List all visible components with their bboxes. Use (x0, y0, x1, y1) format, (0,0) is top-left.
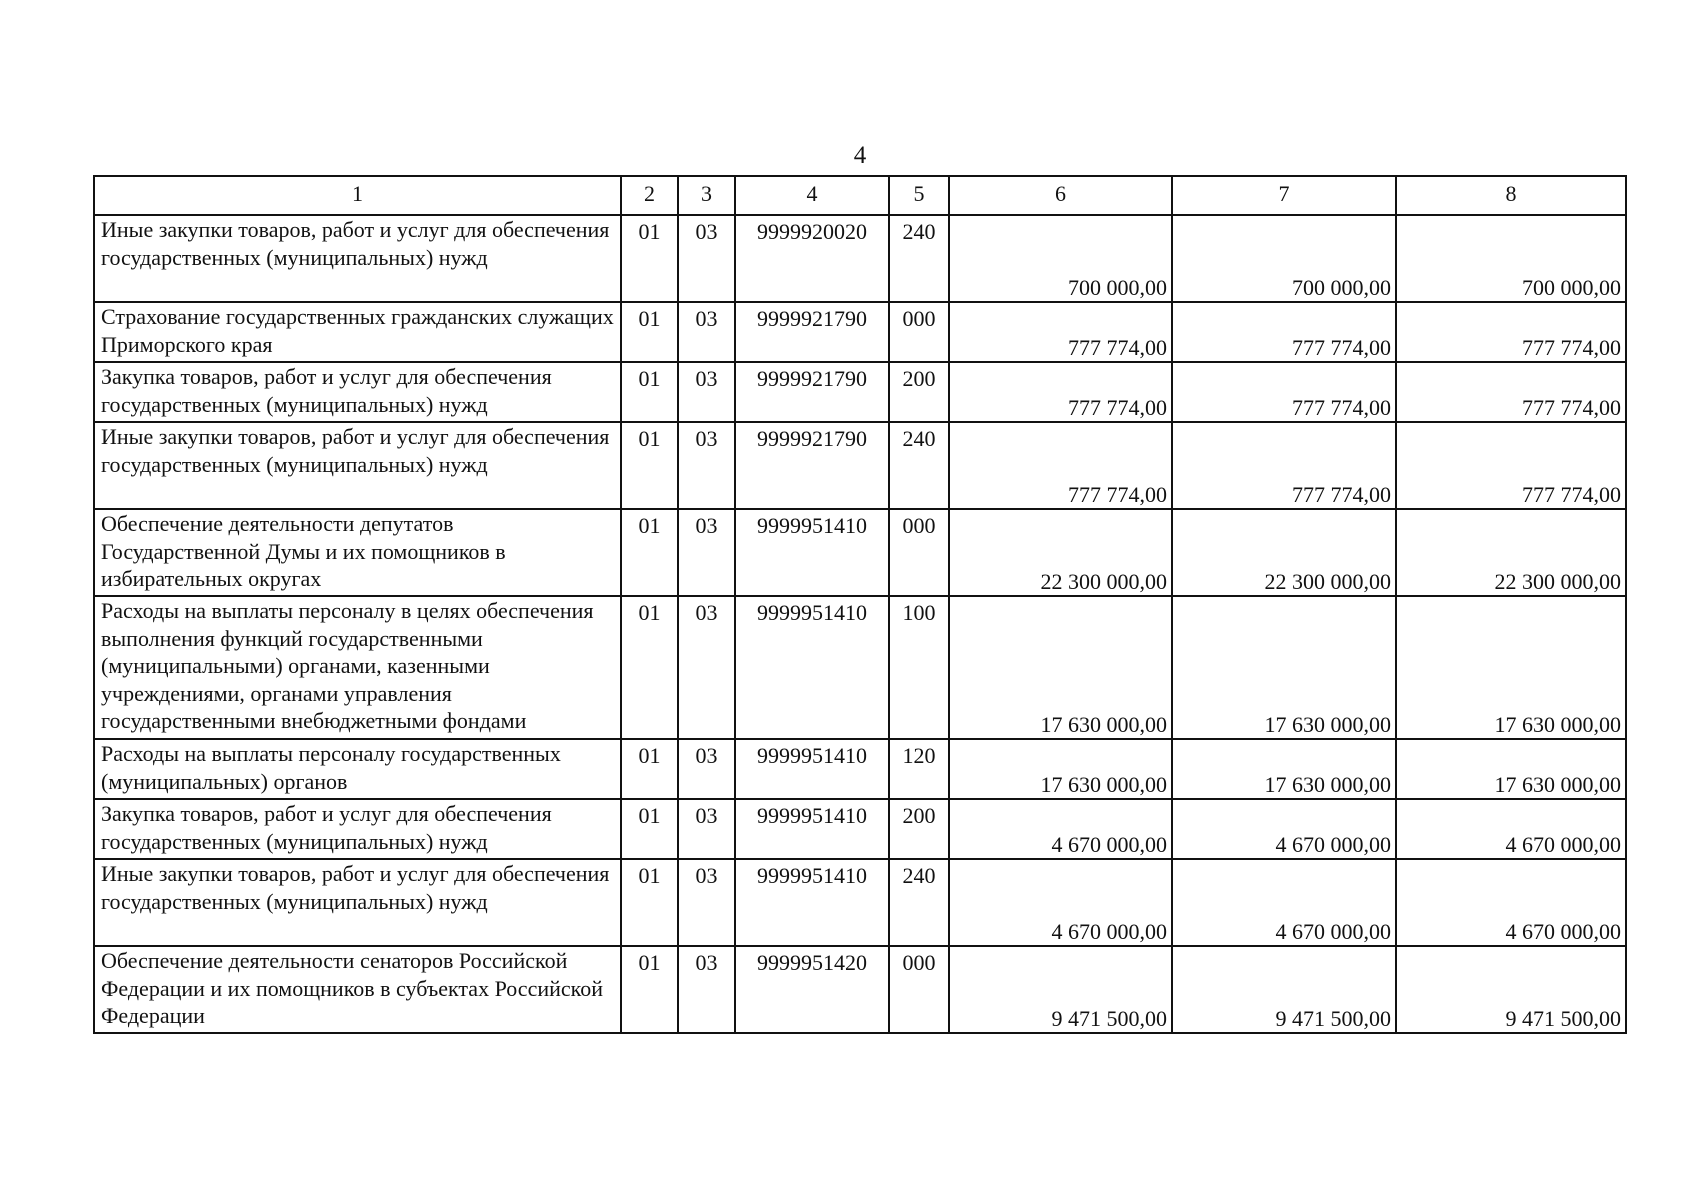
row-section: 01 (621, 739, 678, 799)
row-amount-col6: 777 774,00 (949, 362, 1172, 422)
column-header: 1 (94, 176, 621, 215)
row-expense-type: 240 (889, 422, 949, 509)
row-amount-col6: 4 670 000,00 (949, 799, 1172, 859)
row-name: Закупка товаров, работ и услуг для обеспечения государственных (муниципальных) нужд (94, 362, 621, 422)
row-subsection: 03 (678, 422, 735, 509)
row-amount-col8: 777 774,00 (1396, 362, 1626, 422)
row-subsection: 03 (678, 509, 735, 596)
column-header: 2 (621, 176, 678, 215)
column-header: 8 (1396, 176, 1626, 215)
page-number: 4 (853, 142, 867, 169)
table-row (94, 215, 1626, 302)
row-name: Закупка товаров, работ и услуг для обеспечения государственных (муниципальных) нужд (94, 799, 621, 859)
column-header: 4 (735, 176, 889, 215)
table-row (94, 422, 1626, 509)
column-header: 5 (889, 176, 949, 215)
row-target-article: 9999951410 (735, 859, 889, 946)
row-expense-type: 200 (889, 799, 949, 859)
row-name: Расходы на выплаты персоналу государственных (муниципальных) органов (94, 739, 621, 799)
row-expense-type: 000 (889, 302, 949, 362)
table-row (94, 859, 1626, 946)
row-section: 01 (621, 946, 678, 1033)
row-amount-col7: 777 774,00 (1172, 362, 1396, 422)
row-name: Обеспечение деятельности сенаторов Российской Федерации и их помощников в субъектах Российской Федерации (94, 946, 621, 1033)
row-section: 01 (621, 799, 678, 859)
row-amount-col8: 9 471 500,00 (1396, 946, 1626, 1033)
row-amount-col8: 22 300 000,00 (1396, 509, 1626, 596)
row-amount-col7: 22 300 000,00 (1172, 509, 1396, 596)
row-target-article: 9999951410 (735, 799, 889, 859)
row-section: 01 (621, 509, 678, 596)
row-expense-type: 240 (889, 859, 949, 946)
row-amount-col7: 17 630 000,00 (1172, 739, 1396, 799)
column-header: 6 (949, 176, 1172, 215)
table-row (94, 302, 1626, 362)
table-row (94, 946, 1626, 1033)
row-target-article: 9999951410 (735, 739, 889, 799)
row-section: 01 (621, 422, 678, 509)
row-section: 01 (621, 362, 678, 422)
row-target-article: 9999920020 (735, 215, 889, 302)
row-amount-col7: 9 471 500,00 (1172, 946, 1396, 1033)
row-subsection: 03 (678, 362, 735, 422)
row-amount-col7: 4 670 000,00 (1172, 859, 1396, 946)
row-amount-col8: 17 630 000,00 (1396, 739, 1626, 799)
table-header-row (94, 176, 1626, 215)
row-amount-col6: 22 300 000,00 (949, 509, 1172, 596)
row-name: Иные закупки товаров, работ и услуг для обеспечения государственных (муниципальных) нужд (94, 422, 621, 509)
row-amount-col8: 777 774,00 (1396, 422, 1626, 509)
row-section: 01 (621, 596, 678, 739)
row-amount-col6: 17 630 000,00 (949, 596, 1172, 739)
row-name: Обеспечение деятельности депутатов Государственной Думы и их помощников в избирательных округах (94, 509, 621, 596)
row-amount-col8: 700 000,00 (1396, 215, 1626, 302)
row-name: Страхование государственных гражданских служащих Приморского края (94, 302, 621, 362)
row-expense-type: 100 (889, 596, 949, 739)
row-target-article: 9999951410 (735, 596, 889, 739)
row-subsection: 03 (678, 859, 735, 946)
row-expense-type: 240 (889, 215, 949, 302)
column-header: 3 (678, 176, 735, 215)
row-subsection: 03 (678, 799, 735, 859)
row-amount-col6: 17 630 000,00 (949, 739, 1172, 799)
table-row (94, 799, 1626, 859)
row-subsection: 03 (678, 739, 735, 799)
table-row (94, 596, 1626, 739)
table-row (94, 739, 1626, 799)
row-name: Расходы на выплаты персоналу в целях обеспечения выполнения функций государственными (муниципальными) органами, казенными учреждениями, органами управления государственными внебюджетными фондами (94, 596, 621, 739)
column-header: 7 (1172, 176, 1396, 215)
row-section: 01 (621, 215, 678, 302)
row-amount-col6: 700 000,00 (949, 215, 1172, 302)
budget-table (93, 175, 1627, 1034)
row-amount-col7: 777 774,00 (1172, 302, 1396, 362)
row-amount-col8: 777 774,00 (1396, 302, 1626, 362)
row-amount-col7: 17 630 000,00 (1172, 596, 1396, 739)
row-amount-col7: 700 000,00 (1172, 215, 1396, 302)
table-row (94, 509, 1626, 596)
row-expense-type: 120 (889, 739, 949, 799)
row-name: Иные закупки товаров, работ и услуг для обеспечения государственных (муниципальных) нужд (94, 215, 621, 302)
row-subsection: 03 (678, 946, 735, 1033)
row-target-article: 9999951420 (735, 946, 889, 1033)
row-amount-col6: 777 774,00 (949, 302, 1172, 362)
row-amount-col6: 9 471 500,00 (949, 946, 1172, 1033)
row-amount-col6: 777 774,00 (949, 422, 1172, 509)
row-target-article: 9999921790 (735, 302, 889, 362)
row-amount-col8: 4 670 000,00 (1396, 799, 1626, 859)
row-target-article: 9999921790 (735, 422, 889, 509)
row-target-article: 9999951410 (735, 509, 889, 596)
row-expense-type: 000 (889, 509, 949, 596)
row-amount-col7: 4 670 000,00 (1172, 799, 1396, 859)
row-amount-col6: 4 670 000,00 (949, 859, 1172, 946)
row-subsection: 03 (678, 302, 735, 362)
row-section: 01 (621, 859, 678, 946)
row-expense-type: 200 (889, 362, 949, 422)
table-row (94, 362, 1626, 422)
row-expense-type: 000 (889, 946, 949, 1033)
row-amount-col7: 777 774,00 (1172, 422, 1396, 509)
row-name: Иные закупки товаров, работ и услуг для обеспечения государственных (муниципальных) нужд (94, 859, 621, 946)
row-subsection: 03 (678, 596, 735, 739)
row-target-article: 9999921790 (735, 362, 889, 422)
row-amount-col8: 4 670 000,00 (1396, 859, 1626, 946)
row-section: 01 (621, 302, 678, 362)
row-amount-col8: 17 630 000,00 (1396, 596, 1626, 739)
row-subsection: 03 (678, 215, 735, 302)
